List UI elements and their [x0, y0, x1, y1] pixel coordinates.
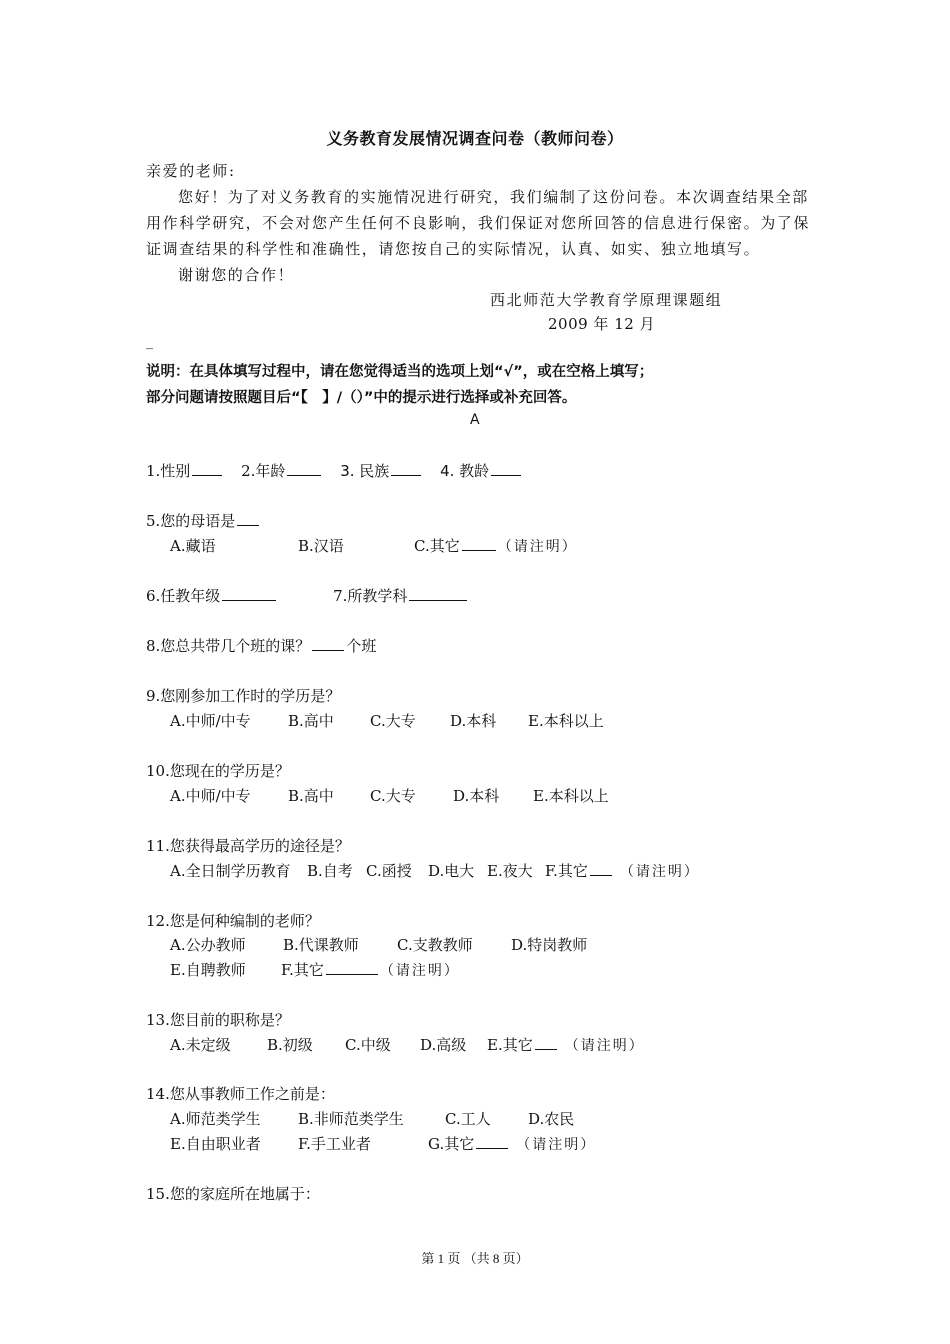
- age-blank[interactable]: [287, 461, 321, 476]
- intro-line-3: 证调查结果的科学性和准确性，请您按自己的实际情况，认真、如实、独立地填写。: [146, 240, 761, 258]
- question-8-text: 8.您总共带几个班的课？: [146, 637, 311, 655]
- q13-option-b[interactable]: B.初级: [267, 1036, 313, 1054]
- q11-option-f[interactable]: [545, 860, 700, 881]
- question-11: 11.您获得最高学历的途径是？: [146, 837, 350, 855]
- q13-option-c[interactable]: C.中级: [345, 1036, 391, 1054]
- q14-option-g[interactable]: [428, 1133, 596, 1154]
- q14-option-g-label: G.其它: [428, 1135, 475, 1153]
- dash-mark: _: [146, 334, 153, 350]
- ethnicity-blank[interactable]: [391, 461, 421, 476]
- subject-blank[interactable]: [409, 586, 467, 601]
- q9-option-a[interactable]: A.中师/中专: [170, 712, 251, 730]
- question-14: 14.您从事教师工作之前是：: [146, 1085, 335, 1103]
- please-specify-text: （请注明）: [619, 864, 700, 880]
- q12-option-d[interactable]: D.特岗教师: [511, 936, 588, 954]
- q10-option-c[interactable]: C.大专: [370, 787, 416, 805]
- q10-option-e[interactable]: E.本科以上: [533, 787, 609, 805]
- q11-option-e[interactable]: E.夜大: [487, 862, 533, 880]
- q9-option-b[interactable]: B.高中: [288, 712, 334, 730]
- question-10: 10.您现在的学历是？: [146, 762, 290, 780]
- q11-other-blank[interactable]: [590, 861, 612, 876]
- q12-option-a[interactable]: A.公办教师: [170, 936, 246, 954]
- q5-option-c[interactable]: [414, 535, 578, 556]
- q12-option-b[interactable]: B.代课教师: [283, 936, 359, 954]
- question-12: 12.您是何种编制的老师？: [146, 912, 320, 930]
- question-5: [146, 510, 261, 531]
- class-unit: 个班: [346, 637, 377, 655]
- q12-option-e[interactable]: E.自聘教师: [170, 961, 246, 979]
- question-7: 7.所教学科: [333, 587, 408, 605]
- page-footer: 第 1 页 （共 8 页）: [421, 1251, 529, 1266]
- question-3: 3. 民族: [340, 462, 390, 480]
- question-15: 15.您的家庭所在地属于：: [146, 1185, 320, 1203]
- mother-tongue-blank[interactable]: [237, 511, 259, 526]
- please-specify-text: （请注明）: [564, 1038, 645, 1054]
- q9-option-c[interactable]: C.大专: [370, 712, 416, 730]
- question-9: 9.您刚参加工作时的学历是？: [146, 687, 341, 705]
- question-6: 6.任教年级: [146, 587, 221, 605]
- please-specify-text: （请注明）: [516, 1137, 597, 1153]
- instruction-line-2: 部分问题请按照题目后“【 】/（）”中的提示进行选择或补充回答。: [146, 390, 577, 406]
- please-specify-text: （请注明）: [497, 539, 578, 555]
- q11-option-b[interactable]: B.自考: [307, 862, 353, 880]
- q11-option-c[interactable]: C.函授: [366, 862, 412, 880]
- intro-line-2: 用作科学研究，不会对您产生任何不良影响，我们保证对您所回答的信息进行保密。为了保: [146, 214, 811, 232]
- q12-option-f-label: F.其它: [281, 961, 324, 979]
- question-2: 2.年龄: [241, 462, 286, 480]
- q14-option-c[interactable]: C.工人: [445, 1110, 491, 1128]
- q13-option-e[interactable]: [487, 1034, 645, 1055]
- thanks-text: 谢谢您的合作！: [178, 266, 295, 284]
- intro-line-1: 您好！为了对义务教育的实施情况进行研究，我们编制了这份问卷。本次调查结果全部: [178, 188, 809, 206]
- q5-option-b[interactable]: B.汉语: [298, 537, 344, 555]
- page-title: 义务教育发展情况调查问卷（教师问卷）: [326, 129, 624, 148]
- q14-option-f[interactable]: F.手工业者: [298, 1135, 371, 1153]
- q12-option-c[interactable]: C.支教教师: [397, 936, 473, 954]
- q13-other-blank[interactable]: [535, 1035, 557, 1050]
- q5-option-a[interactable]: A.藏语: [170, 537, 216, 555]
- question-4: 4. 教龄: [440, 462, 490, 480]
- q11-option-d[interactable]: D.电大: [428, 862, 475, 880]
- q5-other-blank[interactable]: [462, 536, 496, 551]
- q9-option-e[interactable]: E.本科以上: [528, 712, 604, 730]
- question-1-4-row: [146, 460, 523, 481]
- q12-other-blank[interactable]: [326, 960, 378, 975]
- q14-option-e[interactable]: E.自由职业者: [170, 1135, 261, 1153]
- q10-option-a[interactable]: A.中师/中专: [170, 787, 251, 805]
- please-specify-text: （请注明）: [379, 963, 460, 979]
- q14-other-blank[interactable]: [476, 1134, 508, 1149]
- q5-option-c-label: C.其它: [414, 537, 460, 555]
- q13-option-d[interactable]: D.高级: [420, 1036, 467, 1054]
- q9-option-d[interactable]: D.本科: [450, 712, 497, 730]
- q11-option-a[interactable]: A.全日制学历教育: [170, 862, 291, 880]
- q14-option-a[interactable]: A.师范类学生: [170, 1110, 261, 1128]
- organization: 西北师范大学教育学原理课题组: [490, 291, 723, 309]
- q12-option-f[interactable]: [281, 959, 460, 980]
- q14-option-d[interactable]: D.农民: [528, 1110, 575, 1128]
- gender-blank[interactable]: [192, 461, 222, 476]
- question-8: [146, 635, 376, 656]
- q13-option-e-label: E.其它: [487, 1036, 533, 1054]
- question-6-7-row: [146, 585, 469, 606]
- salutation: 亲爱的老师:: [146, 162, 236, 180]
- teaching-years-blank[interactable]: [491, 461, 521, 476]
- section-label: A: [470, 412, 480, 428]
- q10-option-b[interactable]: B.高中: [288, 787, 334, 805]
- q10-option-d[interactable]: D.本科: [453, 787, 500, 805]
- q14-option-b[interactable]: B.非师范类学生: [298, 1110, 404, 1128]
- q13-option-a[interactable]: A.未定级: [170, 1036, 231, 1054]
- question-1: 1.性别: [146, 462, 191, 480]
- question-13: 13.您目前的职称是？: [146, 1011, 290, 1029]
- grade-blank[interactable]: [222, 586, 276, 601]
- q11-option-f-label: F.其它: [545, 862, 588, 880]
- instruction-line-1: 说明：在具体填写过程中，请在您觉得适当的选项上划“√”，或在空格上填写；: [146, 364, 654, 380]
- survey-date: 2009 年 12 月: [548, 315, 656, 333]
- question-5-text: 5.您的母语是: [146, 512, 236, 530]
- class-count-blank[interactable]: [312, 636, 344, 651]
